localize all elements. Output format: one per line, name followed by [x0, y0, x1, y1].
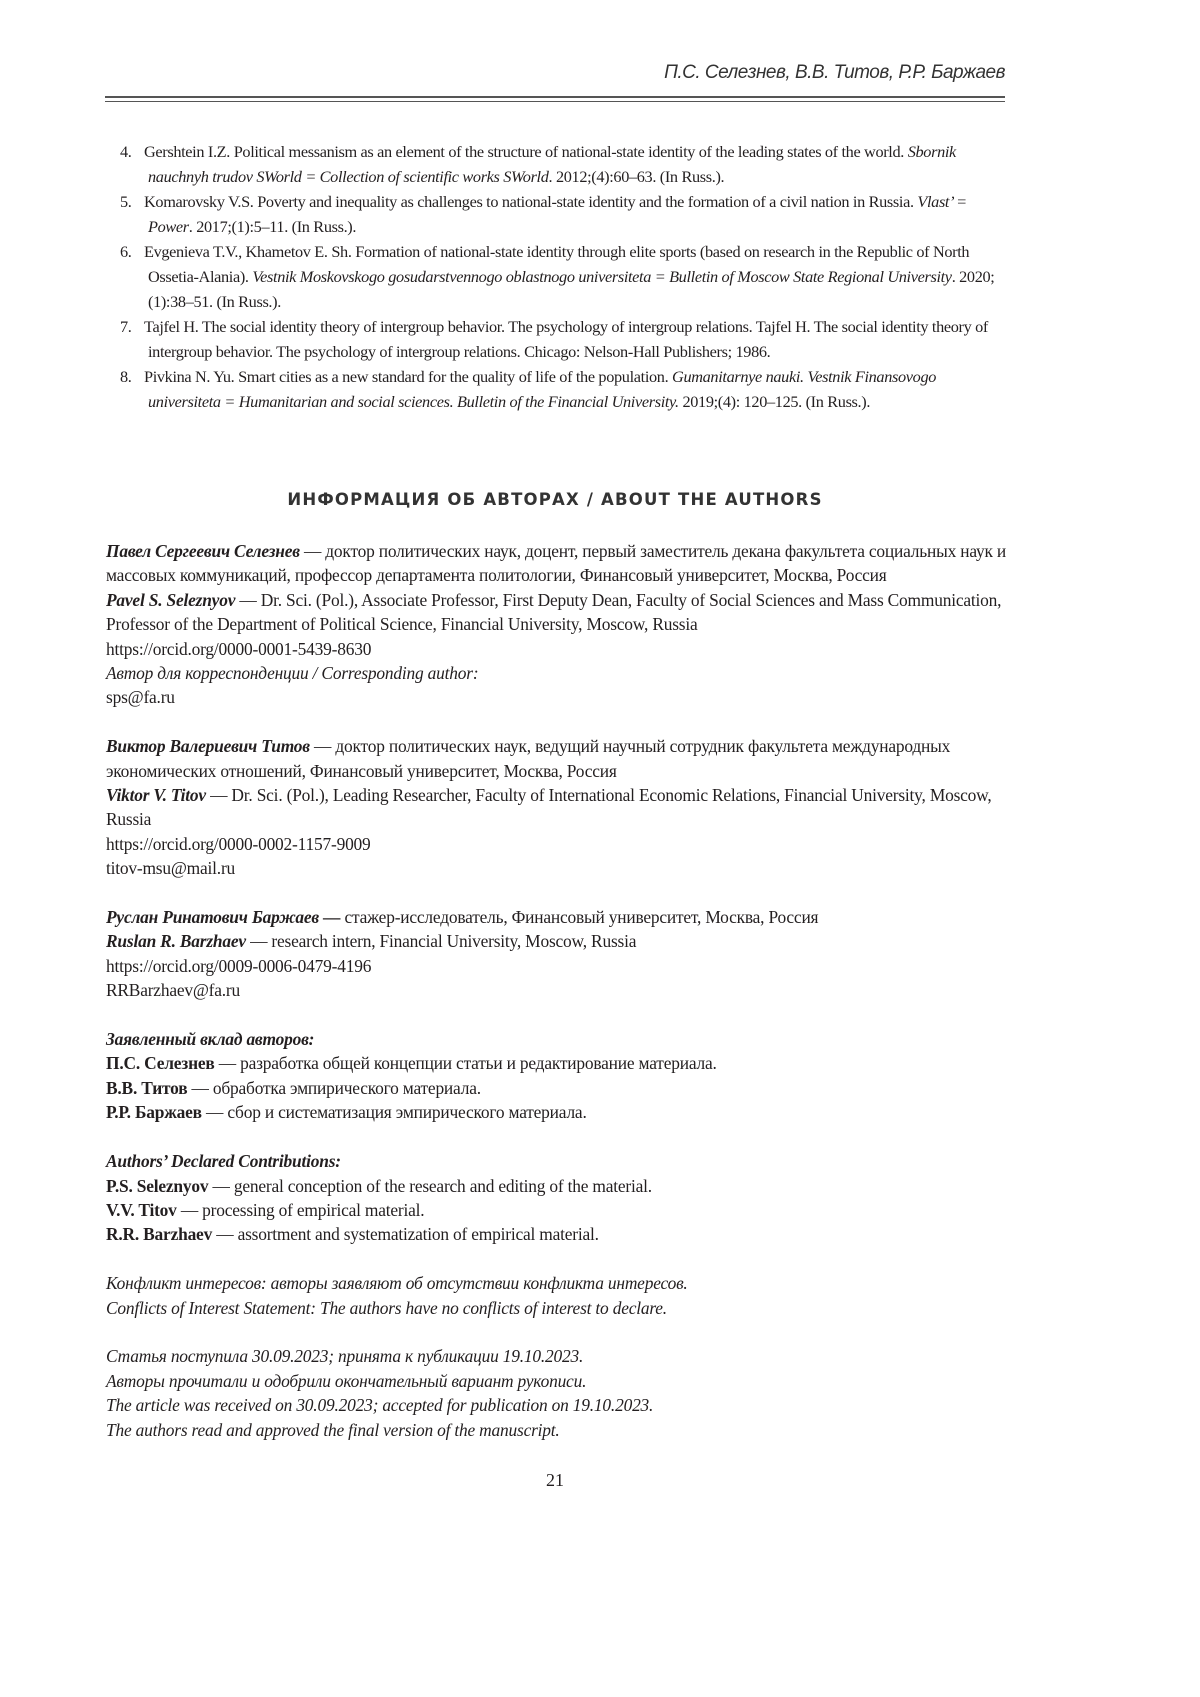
- author-desc-en: — research intern, Financial University, Moscow, Russia: [246, 931, 636, 951]
- reference-source: Sbornik nauchnyh trudov SWorld = Collection of scientific works SWorld: [148, 142, 956, 186]
- author-orcid-link[interactable]: https://orcid.org/0000-0002-1157-9009: [106, 832, 1011, 856]
- corresponding-label: Автор для корреспонденции / Corresponding author:: [106, 663, 478, 683]
- contributions-title: Заявленный вклад авторов:: [106, 1029, 314, 1049]
- reference-source: Gumanitarnye nauki. Vestnik Finansovogo universiteta = Humanitarian and social sciences. Bulletin of the Financial University.: [148, 367, 936, 411]
- reference-source: Vlast’ = Power: [148, 192, 967, 236]
- section-title: ИНФОРМАЦИЯ ОБ АВТОРАХ / ABOUT THE AUTHORS: [0, 490, 1110, 509]
- conflict-statement: [106, 1271, 1011, 1320]
- contributions-en: [106, 1149, 1011, 1247]
- conflict-ru: Конфликт интересов: авторы заявляют об отсутствии конфликта интересов.: [106, 1273, 688, 1293]
- author-block: [106, 734, 1011, 880]
- reference-text: Evgenieva T.V., Khametov E. Sh. Formation of national-state identity through elite sports (based on research in the Republic of North Ossetia-Alania).: [144, 242, 969, 286]
- contribution-text: — processing of empirical material.: [177, 1200, 425, 1220]
- author-desc-ru: стажер-исследователь, Финансовый университет, Москва, Россия: [340, 907, 818, 927]
- authors-info: [106, 539, 1011, 1442]
- conflict-en: Conflicts of Interest Statement: The authors have no conflicts of interest to declare.: [106, 1298, 667, 1318]
- article-dates: [106, 1344, 1011, 1442]
- reference-text: . 2020;(1):38–51. (In Russ.).: [148, 267, 994, 311]
- reference-list: [120, 139, 1008, 414]
- author-name-en: Pavel S. Seleznyov: [106, 590, 235, 610]
- dates-ru: Статья поступила 30.09.2023; принята к публикации 19.10.2023.: [106, 1346, 583, 1366]
- header-rule: [105, 96, 1005, 98]
- reference-text: Komarovsky V.S. Poverty and inequality as challenges to national-state identity and the formation of a civil nation in Russia.: [144, 192, 917, 211]
- author-email-link[interactable]: RRBarzhaev@fa.ru: [106, 978, 1011, 1002]
- author-email-link[interactable]: sps@fa.ru: [106, 685, 1011, 709]
- author-block: [106, 539, 1011, 710]
- reference-item: [120, 189, 1008, 239]
- reference-text: Pivkina N. Yu. Smart cities as a new standard for the quality of life of the population.: [144, 367, 672, 386]
- author-desc-ru: — доктор политических наук, ведущий научный сотрудник факультета международных экономических отношений, Финансовый университет, Москва, Россия: [106, 736, 950, 780]
- contributor-name: P.S. Seleznyov: [106, 1176, 208, 1196]
- dates-en: The article was received on 30.09.2023; accepted for publication on 19.10.2023.: [106, 1395, 653, 1415]
- reference-number: 5.: [120, 189, 144, 214]
- reference-item: [120, 239, 1008, 314]
- reference-text: . 2012;(4):60–63. (In Russ.).: [549, 167, 725, 186]
- reference-source: Vestnik Moskovskogo gosudarstvennogo oblastnogo universiteta = Bulletin of Moscow State Regional University: [252, 267, 951, 286]
- contribution-text: — обработка эмпирического материала.: [187, 1078, 480, 1098]
- contributor-name: V.V. Titov: [106, 1200, 177, 1220]
- author-desc-en: — Dr. Sci. (Pol.), Leading Researcher, Faculty of International Economic Relations, Financial University, Moscow, Russia: [106, 785, 992, 829]
- author-name-ru: Руслан Ринатович Баржаев —: [106, 907, 340, 927]
- reference-text: . 2017;(1):5–11. (In Russ.).: [189, 217, 356, 236]
- author-orcid-link[interactable]: https://orcid.org/0000-0001-5439-8630: [106, 637, 1011, 661]
- reference-text: 2019;(4): 120–125. (In Russ.).: [679, 392, 870, 411]
- reference-item: [120, 139, 1008, 189]
- reference-item: [120, 364, 1008, 414]
- author-orcid-link[interactable]: https://orcid.org/0009-0006-0479-4196: [106, 954, 1011, 978]
- contributor-name: Р.Р. Баржаев: [106, 1102, 202, 1122]
- contribution-text: — разработка общей концепции статьи и редактирование материала.: [215, 1053, 717, 1073]
- author-desc-en: — Dr. Sci. (Pol.), Associate Professor, First Deputy Dean, Faculty of Social Sciences and Mass Communication, Professor of the Department of Political Science, Financial University, Moscow, Russia: [106, 590, 1001, 634]
- author-name-ru: Павел Сергеевич Селезнев: [106, 541, 300, 561]
- reference-text: Gershtein I.Z. Political messanism as an element of the structure of national-state identity of the leading states of the world.: [144, 142, 908, 161]
- contribution-text: — general conception of the research and editing of the material.: [208, 1176, 652, 1196]
- running-header: П.С. Селезнев, В.В. Титов, Р.Р. Баржаев: [664, 62, 1005, 84]
- reference-number: 4.: [120, 139, 144, 164]
- author-desc-ru: — доктор политических наук, доцент, первый заместитель декана факультета социальных наук и массовых коммуникаций, профессор департамента политологии, Финансовый университет, Москва, Россия: [106, 541, 1006, 585]
- author-email-link[interactable]: titov-msu@mail.ru: [106, 856, 1011, 880]
- reference-number: 7.: [120, 314, 144, 339]
- header-rule: [105, 101, 1005, 102]
- contributor-name: В.В. Титов: [106, 1078, 187, 1098]
- author-name-en: Viktor V. Titov: [106, 785, 206, 805]
- reference-number: 8.: [120, 364, 144, 389]
- reference-item: [120, 314, 1008, 364]
- reference-number: 6.: [120, 239, 144, 264]
- reference-text: Tajfel H. The social identity theory of intergroup behavior. The psychology of intergroup relations. Tajfel H. The social identity theory of intergroup behavior. The psychology of intergroup relations. Chicago: Nelson-Hall Publishers; 1986.: [144, 317, 988, 361]
- author-name-ru: Виктор Валериевич Титов: [106, 736, 310, 756]
- approval-en: The authors read and approved the final version of the manuscript.: [106, 1420, 560, 1440]
- author-name-en: Ruslan R. Barzhaev: [106, 931, 246, 951]
- contribution-text: — сбор и систематизация эмпирического материала.: [202, 1102, 587, 1122]
- contributions-ru: [106, 1027, 1011, 1125]
- contributions-title: Authors’ Declared Contributions:: [106, 1151, 341, 1171]
- contributor-name: R.R. Barzhaev: [106, 1224, 212, 1244]
- approval-ru: Авторы прочитали и одобрили окончательный вариант рукописи.: [106, 1371, 586, 1391]
- author-block: [106, 905, 1011, 1003]
- contributor-name: П.С. Селезнев: [106, 1053, 215, 1073]
- page-number: 21: [0, 1470, 1110, 1491]
- contribution-text: — assortment and systematization of empirical material.: [212, 1224, 599, 1244]
